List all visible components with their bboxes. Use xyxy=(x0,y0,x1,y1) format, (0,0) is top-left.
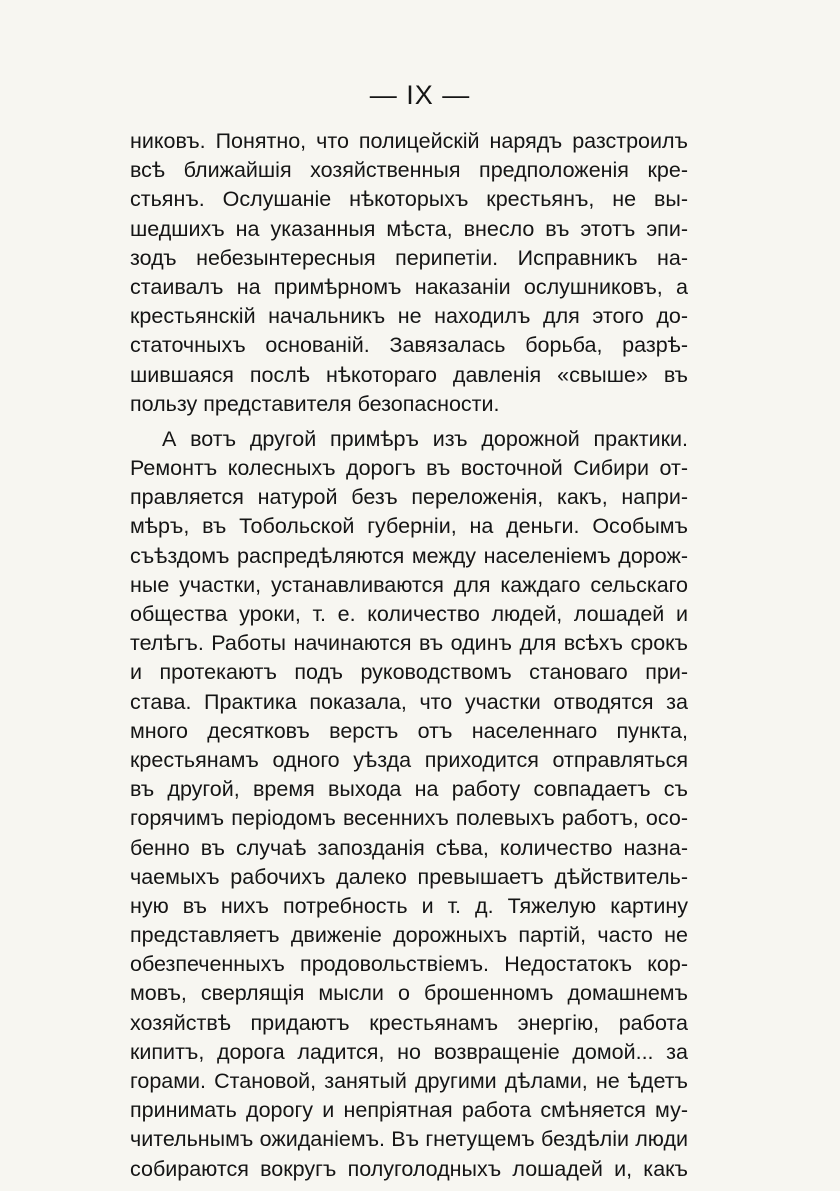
text-line: А вотъ другой примѣръ изъ дорожной практики. xyxy=(162,426,688,451)
text-line: ные участки, устанавливаются для каждаго сельскаго xyxy=(130,572,688,597)
text-line: и протекаютъ подъ руководствомъ становаго при- xyxy=(130,660,688,685)
text-line: стьянъ. Ослушаніе нѣкоторыхъ крестьянъ, не вы- xyxy=(130,187,688,212)
text-line: принимать дорогу и непріятная работа смѣняется му- xyxy=(130,1098,688,1123)
text-line: обезпеченныхъ продовольствіемъ. Недостатокъ кор- xyxy=(130,952,688,977)
text-line: шедшихъ на указанныя мѣста, внесло въ этотъ эпи- xyxy=(130,216,688,241)
text-line: кипитъ, дорога ладится, но возвращеніе домой... за xyxy=(130,1039,688,1064)
text-line: става. Практика показала, что участки отводятся за xyxy=(130,689,688,714)
text-line: Ремонтъ колесныхъ дорогъ въ восточной Сибири от- xyxy=(130,456,688,481)
text-line: стаивалъ на примѣрномъ наказаніи ослушниковъ, а xyxy=(130,274,688,299)
text-line: представляетъ движеніе дорожныхъ партій, часто не xyxy=(130,923,688,948)
paragraph-2 xyxy=(130,425,688,1184)
text-line: пользу представителя безопасности. xyxy=(130,391,500,416)
text-line: крестьянскій начальникъ не находилъ для этого до- xyxy=(130,304,688,329)
text-line: всѣ ближайшія хозяйственныя предположенія кре- xyxy=(130,158,688,183)
page-number: — IX — xyxy=(369,80,471,110)
text-line: бенно въ случаѣ запозданія сѣва, количество назна- xyxy=(130,835,688,860)
text-line: никовъ. Понятно, что полицейскій нарядъ разстроилъ xyxy=(130,129,688,153)
text-line: собираются вокругъ полуголодныхъ лошадей и, какъ xyxy=(130,1156,688,1181)
text-line: ную въ нихъ потребность и т. д. Тяжелую картину xyxy=(130,893,688,918)
paragraph-1 xyxy=(130,127,688,419)
text-line: шившаяся послѣ нѣкотораго давленія «свыше» въ xyxy=(130,362,688,387)
text-line: въ другой, время выхода на работу совпадаетъ съ xyxy=(130,777,688,802)
text-line: зодъ небезынтересныя перипетіи. Исправникъ на- xyxy=(130,245,688,270)
text-line: съѣздомъ распредѣляются между населеніемъ дорож- xyxy=(130,543,688,568)
text-line: горячимъ періодомъ весеннихъ полевыхъ работъ, осо- xyxy=(130,806,688,831)
text-line: хозяйствѣ придаютъ крестьянамъ энергію, работа xyxy=(130,1010,688,1035)
text-line: горами. Становой, занятый другими дѣлами, не ѣдетъ xyxy=(130,1069,688,1093)
body-text xyxy=(130,127,688,1184)
text-line: телѣгъ. Работы начинаются въ одинъ для всѣхъ срокъ xyxy=(130,631,688,656)
text-line: общества уроки, т. е. количество людей, лошадей и xyxy=(130,602,688,626)
text-line: правляется натурой безъ переложенія, какъ, напри- xyxy=(130,485,688,510)
text-line: статочныхъ основаній. Завязалась борьба, разрѣ- xyxy=(130,333,688,358)
text-line: много десятковъ верстъ отъ населеннаго пункта, xyxy=(130,718,688,743)
text-line: чительнымъ ожиданіемъ. Въ гнетущемъ бездѣліи люди xyxy=(130,1127,688,1152)
text-line: мовъ, сверлящія мысли о брошенномъ домашнемъ xyxy=(130,981,688,1006)
text-line: чаемыхъ рабочихъ далеко превышаетъ дѣйствитель- xyxy=(130,864,688,889)
text-line: крестьянамъ одного уѣзда приходится отправляться xyxy=(130,747,688,772)
text-line: мѣръ, въ Тобольской губерніи, на деньги. Особымъ xyxy=(130,514,688,539)
